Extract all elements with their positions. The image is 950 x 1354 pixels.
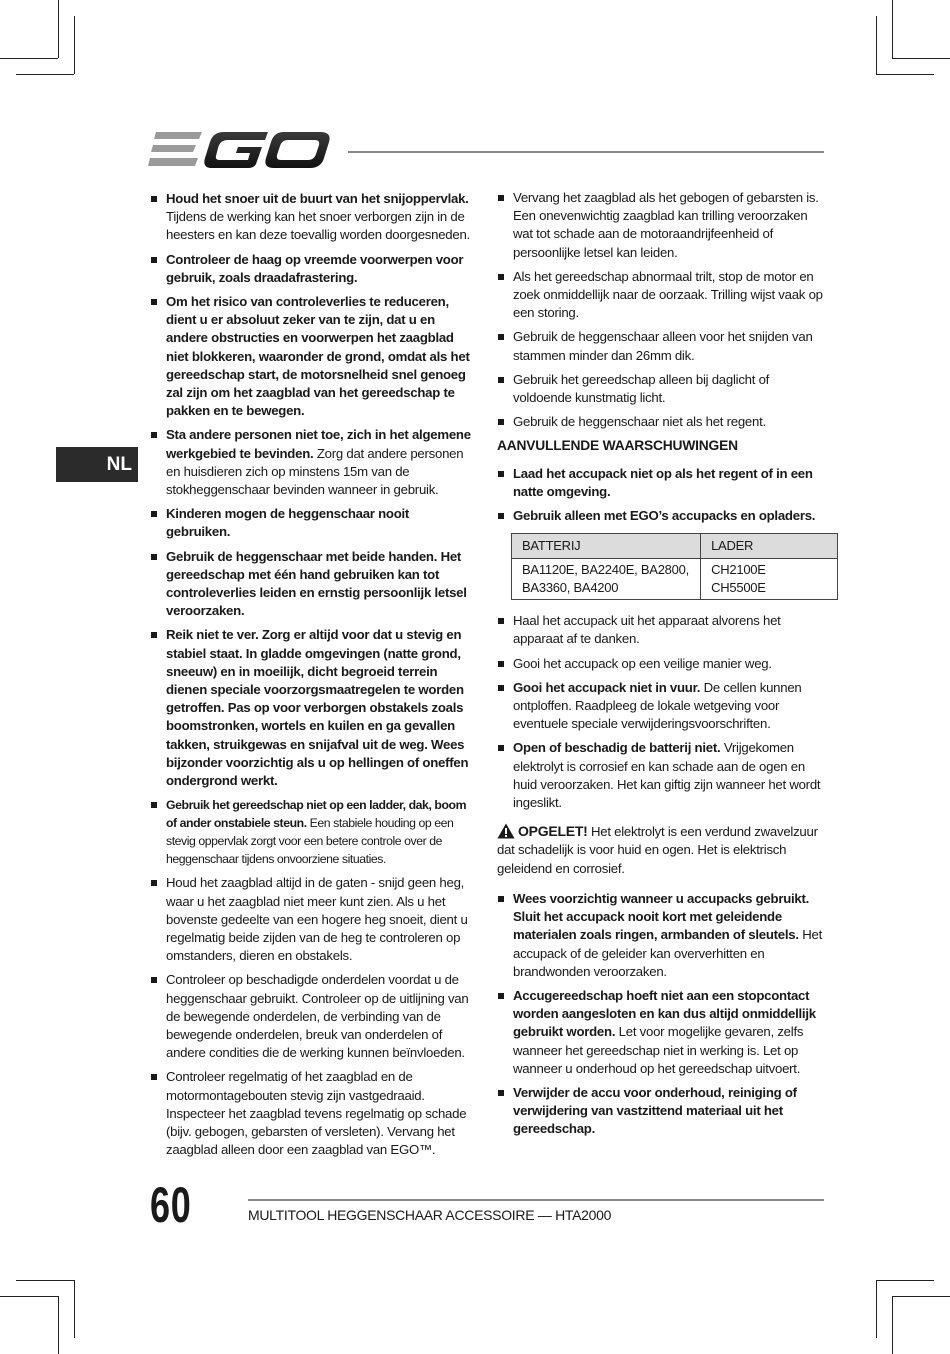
- header-rule: [348, 151, 824, 153]
- warning-triangle-icon: [497, 823, 515, 839]
- table-row: [512, 559, 838, 600]
- bullet-icon: [151, 632, 157, 638]
- bullet-icon: [151, 257, 157, 263]
- bullet-icon: [498, 1090, 504, 1096]
- list-item: Gebruik het gereedschap niet op een ladder, dak, boom of ander onstabiele steun. Een stabiele houding op een stevig oppervlak zorgt voor een betere controle over de heggenschaar tijdens onvoorziene situaties.: [150, 796, 475, 868]
- crop-mark: [876, 1280, 877, 1338]
- bullet-icon: [498, 419, 504, 425]
- list-item: Gebruik alleen met EGO’s accupacks en opladers.: [497, 507, 827, 525]
- bullet-icon: [498, 993, 504, 999]
- list-item: Wees voorzichtig wanneer u accupacks gebruikt. Sluit het accupack nooit kort met geleidende materialen zoals ringen, armbanden of sleutels. Het accupack of de geleider kan oververhitten en brandwonden veroorzaken.: [497, 890, 827, 981]
- bullet-icon: [498, 661, 504, 667]
- crop-mark: [58, 0, 59, 58]
- list-item: Laad het accupack niet op als het regent of in een natte omgeving.: [497, 465, 827, 501]
- caution-text: Het elektrolyt is een verdund zwavelzuur dat schadelijk is voor huid en ogen. Het is elektrisch geleidend en corrosief.: [497, 824, 818, 876]
- bullet-icon: [151, 880, 157, 886]
- bullet-icon: [151, 802, 157, 808]
- bullet-icon: [498, 471, 504, 477]
- bullet-icon: [151, 299, 157, 305]
- crop-mark: [74, 1280, 75, 1338]
- caution-note: [497, 822, 827, 878]
- table-header-row: [512, 534, 838, 559]
- bullet-icon: [498, 685, 504, 691]
- crop-mark: [892, 1296, 893, 1354]
- footer-title: MULTITOOL HEGGENSCHAAR ACCESSOIRE — HTA2000: [248, 1207, 612, 1223]
- list-item: Reik niet te ver. Zorg er altijd voor dat u stevig en stabiel staat. In gladde omgevingen (natte grond, sneeuw) en in moeilijk, dicht begroeid terrein dienen speciale voorzorgsmaatregelen te worden getroffen. Pas op voor verborgen obstakels zoals boomstronken, wortels en kuilen en ga gevallen takken, struikgewas en snijafval uit de weg. Wees bijzonder voorzichtig als u op hellingen of oneffen ondergrond werkt.: [150, 626, 475, 790]
- list-item: Houd het zaagblad altijd in de gaten - snijd geen heg, waar u het zaagblad niet meer kunt zien. Als u het bovenste gedeelte van een hogere heg snoeit, dient u regelmatig beide zijden van de heg te controleren op omstanders, dieren en obstakels.: [150, 874, 475, 965]
- list-item: Haal het accupack uit het apparaat alvorens het apparaat af te danken.: [497, 612, 827, 648]
- bullet-icon: [498, 274, 504, 280]
- crop-mark: [74, 16, 75, 74]
- bullet-icon: [498, 513, 504, 519]
- list-item: Gooi het accupack niet in vuur. De cellen kunnen ontploffen. Raadpleeg de lokale wetgeving voor eventuele speciale verwijderingsvoorschriften.: [497, 679, 827, 734]
- list-item: Controleer regelmatig of het zaagblad en de motormontagebouten stevig zijn vastgedraaid. Inspecteer het zaagblad tevens regelmatig op schade (bijv. gebogen, gebarsten of versleten). Vervang het zaagblad alleen door een zaagblad van EGO™.: [150, 1068, 475, 1159]
- caution-label: OPGELET!: [518, 823, 588, 840]
- table-cell-chargers: CH2100E CH5500E: [701, 559, 838, 600]
- crop-mark: [58, 1296, 59, 1354]
- bullet-icon: [498, 334, 504, 340]
- bullet-icon: [151, 977, 157, 983]
- list-item: Gebruik het gereedschap alleen bij daglicht of voldoende kunstmatig licht.: [497, 371, 827, 407]
- bullet-icon: [151, 511, 157, 517]
- list-item: Kinderen mogen de heggenschaar nooit gebruiken.: [150, 505, 475, 541]
- section-heading: AANVULLENDE WAARSCHUWINGEN: [497, 438, 738, 454]
- bullet-icon: [151, 1074, 157, 1080]
- crop-mark: [876, 74, 934, 75]
- right-column: [497, 189, 827, 1145]
- list-item: Gebruik de heggenschaar alleen voor het snijden van stammen minder dan 26mm dik.: [497, 328, 827, 364]
- ego-logo: [148, 128, 332, 172]
- bullet-icon: [498, 745, 504, 751]
- list-item: Controleer de haag op vreemde voorwerpen voor gebruik, zoals draadafrastering.: [150, 251, 475, 287]
- list-item: Open of beschadig de batterij niet. Vrijgekomen elektrolyt is corrosief en kan schade aan de ogen en huid veroorzaken. Het kan giftig zijn wanneer het wordt ingeslikt.: [497, 739, 827, 812]
- language-tab: NL: [56, 447, 138, 482]
- crop-mark: [876, 1280, 934, 1281]
- list-item: Gooi het accupack op een veilige manier weg.: [497, 655, 827, 673]
- table-header-cell: LADER: [701, 534, 838, 559]
- crop-mark: [16, 74, 74, 75]
- left-column: [150, 190, 475, 1165]
- list-item: Om het risico van controleverlies te reduceren, dient u er absoluut zeker van te zijn, dat u en andere obstructies en voorwerpen het zaagblad niet blokkeren, waaronder de grond, omdat als het gereedschap start, de motorsnelheid snel genoeg zal zijn om het zaagblad van het gereedschap te pakken en te bewegen.: [150, 293, 475, 420]
- crop-mark: [0, 58, 58, 59]
- list-item: Gebruik de heggenschaar met beide handen. Het gereedschap met één hand gebruiken kan tot controleverlies leiden en ernstig persoonlijk letsel veroorzaken.: [150, 548, 475, 621]
- battery-table: [511, 533, 838, 600]
- table-header-cell: BATTERIJ: [512, 534, 701, 559]
- crop-mark: [876, 16, 877, 74]
- list-item: Sta andere personen niet toe, zich in het algemene werkgebied te bevinden. Zorg dat andere personen en huisdieren zich op minstens 15m van de stokheggenschaar bevinden wanneer in gebruik.: [150, 426, 475, 499]
- table-cell-batteries: BA1120E, BA2240E, BA2800, BA3360, BA4200: [512, 559, 701, 600]
- list-item: Gebruik de heggenschaar niet als het regent.: [497, 413, 827, 431]
- crop-mark: [16, 1280, 74, 1281]
- bullet-icon: [498, 377, 504, 383]
- crop-mark: [892, 0, 893, 58]
- crop-mark: [892, 1296, 950, 1297]
- list-item: Accugereedschap hoeft niet aan een stopcontact worden aangesloten en kan dus altijd onmiddellijk gebruikt worden. Let voor mogelijke gevaren, zelfs wanneer het gereedschap niet in werking is. Let op wanneer u onderhoud op het gereedschap uitvoert.: [497, 987, 827, 1078]
- bullet-icon: [498, 618, 504, 624]
- list-item: Controleer op beschadigde onderdelen voordat u de heggenschaar gebruikt. Controleer op de uitlijning van de bewegende onderdelen, de verbinding van de bewegende onderdelen, breuk van onderdelen of andere condities die de werking kunnen beïnvloeden.: [150, 971, 475, 1062]
- page-number: 60: [150, 1177, 192, 1233]
- bullet-icon: [151, 554, 157, 560]
- footer-rule: [248, 1199, 824, 1201]
- bullet-icon: [498, 195, 504, 201]
- crop-mark: [0, 1296, 58, 1297]
- crop-mark: [892, 58, 950, 59]
- bullet-icon: [151, 196, 157, 202]
- list-item: Als het gereedschap abnormaal trilt, stop de motor en zoek onmiddellijk naar de oorzaak. Trilling wijst vaak op een storing.: [497, 268, 827, 323]
- list-item: Verwijder de accu voor onderhoud, reiniging of verwijdering van vastzittend materiaal uit het gereedschap.: [497, 1084, 827, 1139]
- bullet-icon: [151, 432, 157, 438]
- bullet-icon: [498, 896, 504, 902]
- list-item: Houd het snoer uit de buurt van het snijoppervlak. Tijdens de werking kan het snoer verborgen zijn in de heesters en kan deze toevallig worden doorgesneden.: [150, 190, 475, 245]
- list-item: Vervang het zaagblad als het gebogen of gebarsten is. Een onevenwichtig zaagblad kan trilling veroorzaken wat tot schade aan de motoraandrijfeenheid of persoonlijke letsel kan leiden.: [497, 189, 827, 262]
